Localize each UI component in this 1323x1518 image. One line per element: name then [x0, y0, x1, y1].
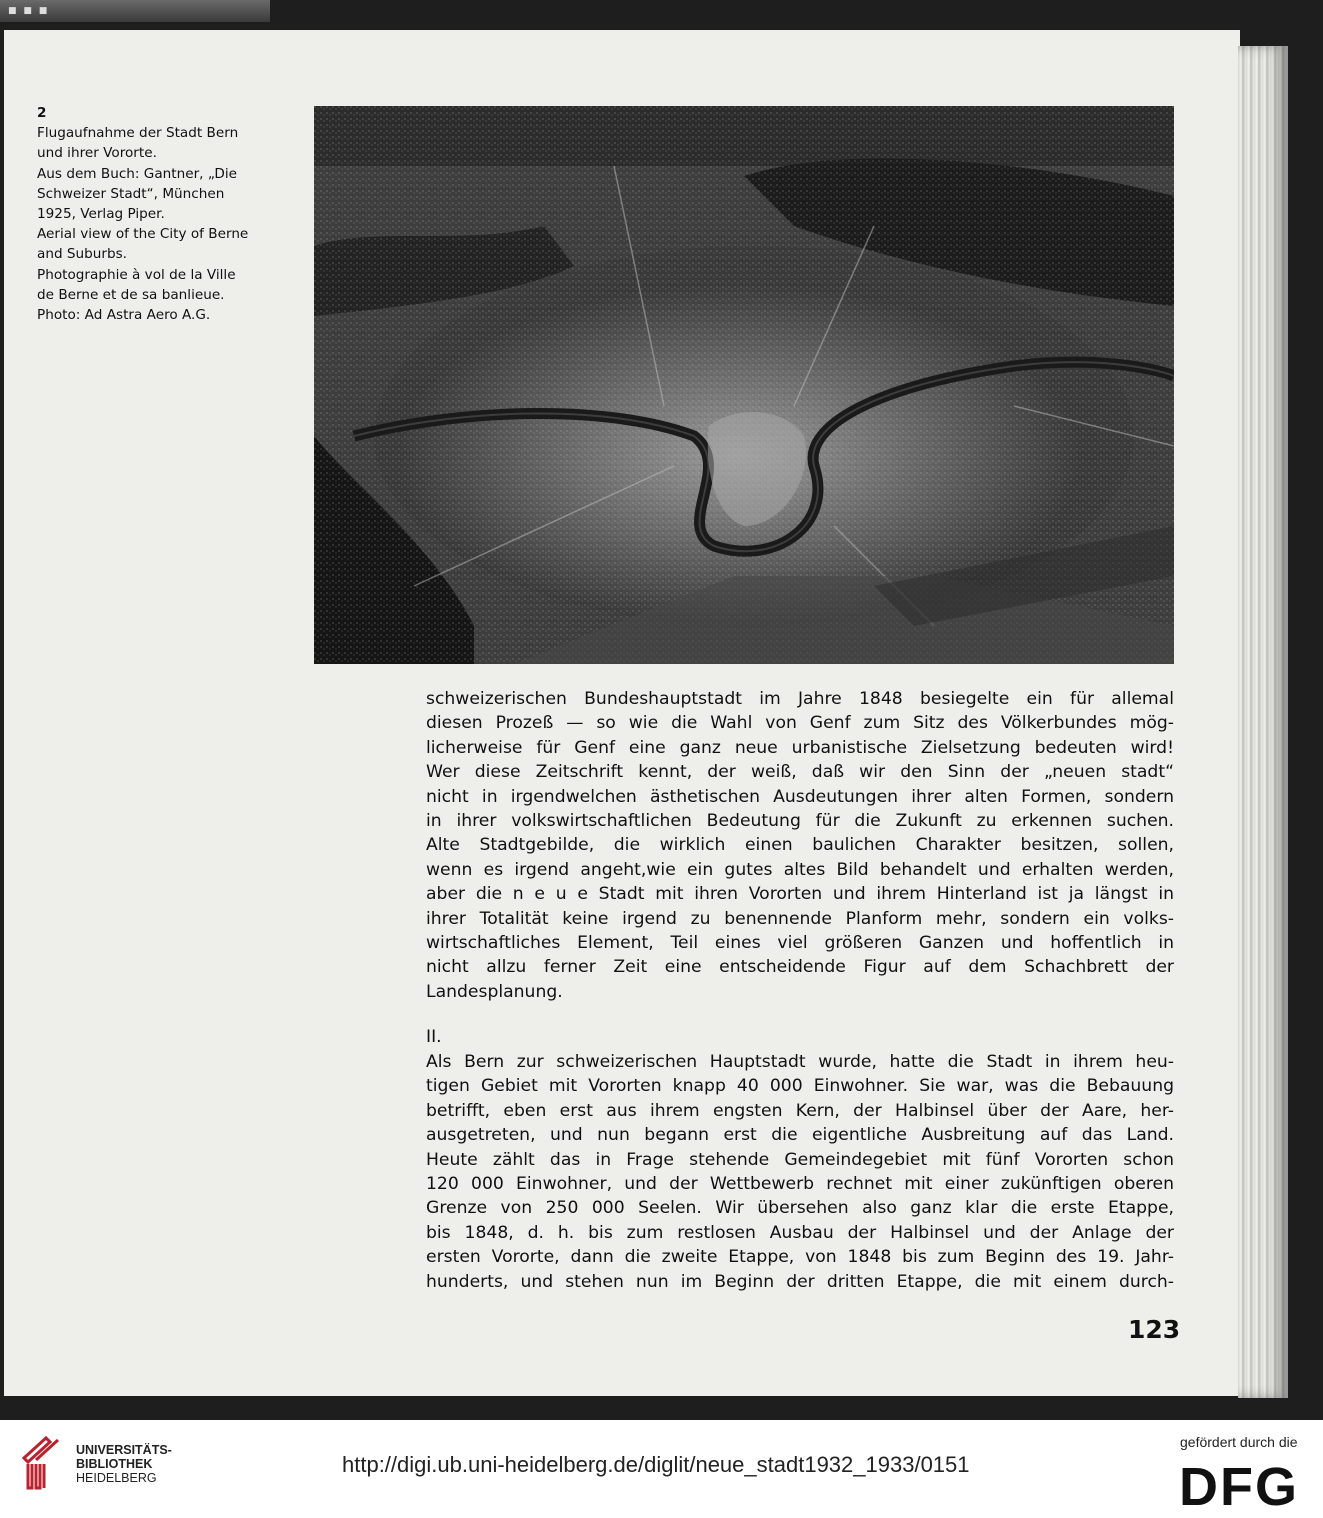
paragraph-1	[426, 687, 1174, 1004]
aerial-photo-bern	[314, 106, 1174, 664]
text-line: licherweise für Genf eine ganz neue urbanistische Zielsetzung bedeuten wird!	[426, 737, 1174, 758]
dfg-logo[interactable]: DFG	[1179, 1457, 1299, 1517]
text-line: aber die n e u e Stadt mit ihren Vororten und ihrem Hinterland ist ja längst in	[426, 884, 1174, 905]
text-line: wirtschaftliches Element, Teil eines viel größeren Ganzen und hoffentlich in	[426, 933, 1174, 954]
text-line: ausgetreten, und nun begann erst die eigentliche Ausbreitung auf das Land.	[426, 1125, 1174, 1146]
text-line: 120 000 Einwohner, und der Wettbewerb rechnet mit einer zukünftigen oberen	[426, 1174, 1174, 1195]
text-line: nicht allzu ferner Zeit eine entscheidende Figur auf dem Schachbrett der	[426, 957, 1174, 978]
figure-number: 2	[37, 105, 47, 121]
caption-line: and Suburbs.	[37, 246, 128, 263]
page-edges	[1238, 46, 1288, 1398]
text-line: Grenze von 250 000 Seelen. Wir übersehen also ganz klar die erste Etappe,	[426, 1198, 1174, 1219]
text-line: nicht in irgendwelchen ästhetischen Ausdeutungen ihrer alten Formen, sondern	[426, 786, 1174, 807]
caption-line: und ihrer Vororte.	[37, 145, 157, 162]
caption-line: Photographie à vol de la Ville	[37, 266, 236, 283]
text-line: diesen Prozeß — so wie die Wahl von Genf zum Sitz des Völkerbundes mög-	[426, 713, 1174, 734]
section-number: II.	[426, 1027, 442, 1047]
text-line: schweizerischen Bundeshauptstadt im Jahre 1848 besiegelte ein für allemal	[426, 689, 1174, 709]
library-name-line2: BIBLIOTHEK	[76, 1457, 153, 1471]
text-line: Alte Stadtgebilde, die wirklich einen baulichen Charakter besitzen, sollen,	[426, 835, 1174, 856]
caption-line: 1925, Verlag Piper.	[37, 206, 165, 223]
scan-top-marks: ■ ■ ■	[8, 6, 50, 16]
library-name[interactable]	[76, 1443, 172, 1485]
funded-by-label: gefördert durch die	[1180, 1434, 1298, 1450]
paragraph-2	[426, 1050, 1174, 1294]
text-line: bis 1848, d. h. bis zum restlosen Ausbau der Halbinsel und der Anlage der	[426, 1222, 1174, 1243]
text-line: tigen Gebiet mit Vororten knapp 40 000 Einwohner. Sie war, was die Bebauung	[426, 1076, 1174, 1097]
caption-line: Photo: Ad Astra Aero A.G.	[37, 307, 211, 324]
page-number: 123	[1128, 1315, 1181, 1344]
figure-caption	[37, 103, 278, 325]
caption-line: Aerial view of the City of Berne	[37, 226, 249, 243]
caption-line: Aus dem Buch: Gantner, „Die	[37, 165, 237, 182]
library-name-line1: UNIVERSITÄTS-	[76, 1443, 172, 1457]
text-line: hunderts, und stehen nun im Beginn der dritten Etappe, die mit einem durch-	[426, 1271, 1174, 1292]
text-line: wenn es irgend angeht,wie ein gutes altes Bild behandelt und erhalten werden,	[426, 859, 1174, 880]
text-line: ersten Vororte, dann die zweite Etappe, von 1848 bis zum Beginn des 19. Jahr-	[426, 1247, 1174, 1268]
text-line: Als Bern zur schweizerischen Hauptstadt wurde, hatte die Stadt in ihrem heu-	[426, 1052, 1174, 1072]
text-line: Landesplanung.	[426, 981, 563, 1002]
text-line: ihrer Totalität keine irgend zu benennende Planform mehr, sondern ein volks-	[426, 908, 1174, 929]
caption-line: Schweizer Stadt“, München	[37, 185, 225, 202]
scan-top-strip	[0, 0, 270, 22]
university-library-logo-icon[interactable]	[20, 1434, 70, 1496]
library-name-line3: HEIDELBERG	[76, 1471, 157, 1485]
text-line: Heute zählt das in Frage stehende Gemeindegebiet mit fünf Vororten schon	[426, 1149, 1174, 1170]
caption-line: Flugaufnahme der Stadt Bern	[37, 125, 239, 142]
viewer-footer	[0, 1420, 1323, 1518]
caption-line: de Berne et de sa banlieue.	[37, 286, 225, 303]
permalink-url[interactable]: http://digi.ub.uni-heidelberg.de/diglit/neue_stadt1932_1933/0151	[342, 1452, 970, 1477]
text-line: in ihrer volkswirtschaftlichen Bedeutung für die Zukunft zu erkennen suchen.	[426, 811, 1174, 832]
text-line: Wer diese Zeitschrift kennt, der weiß, daß wir den Sinn der „neuen stadt“	[426, 762, 1174, 783]
text-line: betrifft, eben erst aus ihrem engsten Kern, der Halbinsel über der Aare, her-	[426, 1100, 1174, 1121]
